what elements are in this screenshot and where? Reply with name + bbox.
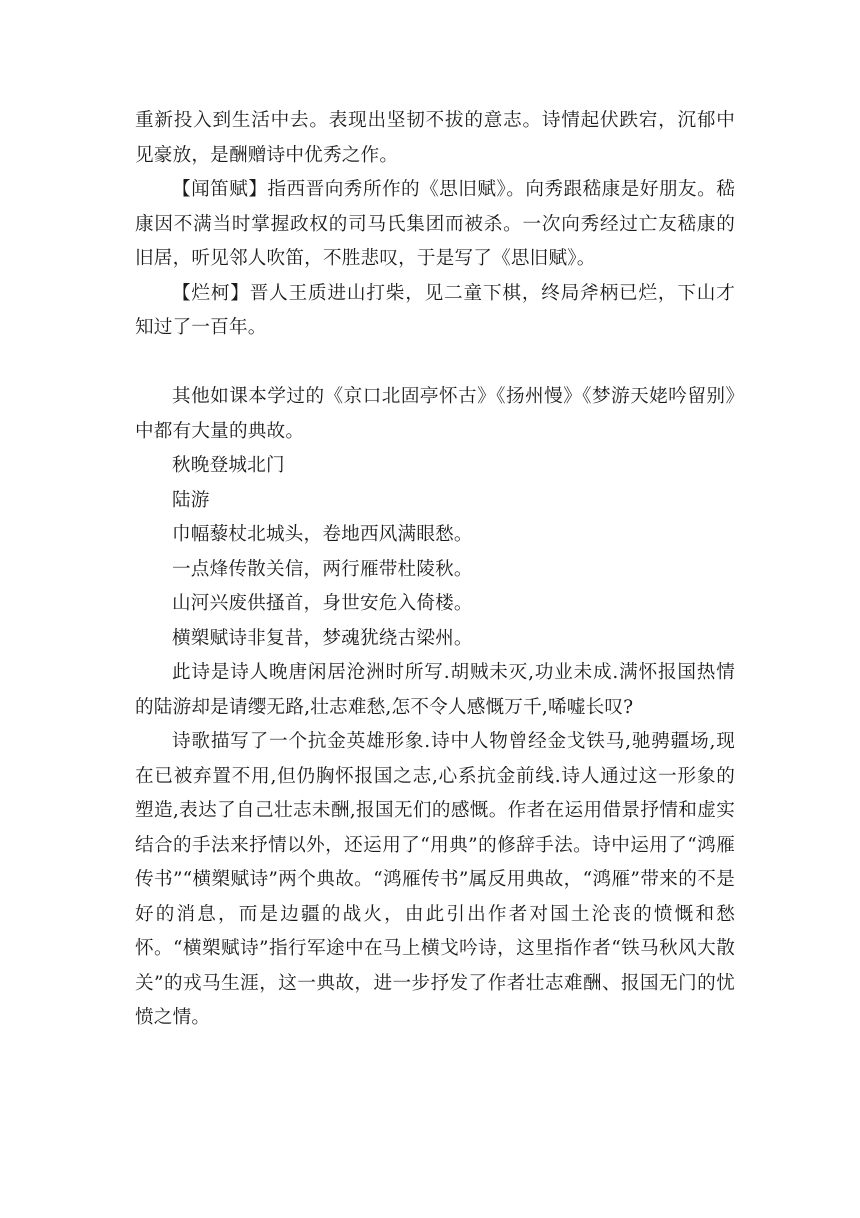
poem-author: 陆游 [172,489,210,511]
poem-line: 一点烽传散关信，两行雁带杜陵秋。 [172,558,473,580]
poem-line: 巾幅藜杖北城头，卷地西风满眼愁。 [172,524,473,545]
poem-line: 山河兴废供搔首，身世安危入倚楼。 [172,593,473,614]
analysis-paragraph: 诗歌描写了一个抗金英雄形象.诗中人物曾经金戈铁马,驰骋疆场,现在已被弃置不用,但仍胸怀报国之志,心系抗金前线.诗人通过这一形象的塑造,表达了自己壮志未酬,报国无们的感慨。作者在运用借景抒情和虚实结合的手法来抒情以外，还运用了“用典”的修辞手法。诗中运用了“鸿雁传书”“横槊赋诗”两个典故。“鸿雁传书”属反用典故，“鸿雁”带来的不是好的消息，而是边疆的战火，由此引出作者对国土沦丧的愤慨和愁怀。“横槊赋诗”指行军途中在马上横戈吟诗，这里指作者“铁马秋风大散关”的戎马生涯，这一典故，进一步抒发了作者壮志难酬、报国无门的忧愤之情。 [135,731,735,1028]
paragraph-lan-ke: 【烂柯】晋人王质进山打柴，见二童下棋，终局斧柄已烂，下山才知过了一百年。 [135,282,735,338]
poem-title: 秋晚登城北门 [172,455,285,476]
document-body [135,104,735,1036]
paragraph-continued: 重新投入到生活中去。表现出坚韧不拔的意志。诗情起伏跌宕，沉郁中见豪放，是酬赠诗中优秀之作。 [135,110,735,166]
paragraph-wendi-fu: 【闻笛赋】指西晋向秀所作的《思旧赋》。向秀跟嵇康是好朋友。嵇康因不满当时掌握政权的司马氏集团而被杀。一次向秀经过亡友嵇康的旧居，听见邻人吹笛，不胜悲叹，于是写了《思旧赋》。 [135,179,735,269]
poem-line: 横槊赋诗非复昔，梦魂犹绕古梁州。 [172,627,473,649]
analysis-paragraph: 此诗是诗人晚唐闲居沧洲时所写.胡贼未灭,功业未成.满怀报国热情的陆游却是请缨无路,壮志难愁,怎不令人感慨万千,唏嘘长叹? [135,662,735,718]
paragraph-other-texts: 其他如课本学过的《京口北固亭怀古》《扬州慢》《梦游天姥吟留别》中都有大量的典故。 [135,386,735,442]
